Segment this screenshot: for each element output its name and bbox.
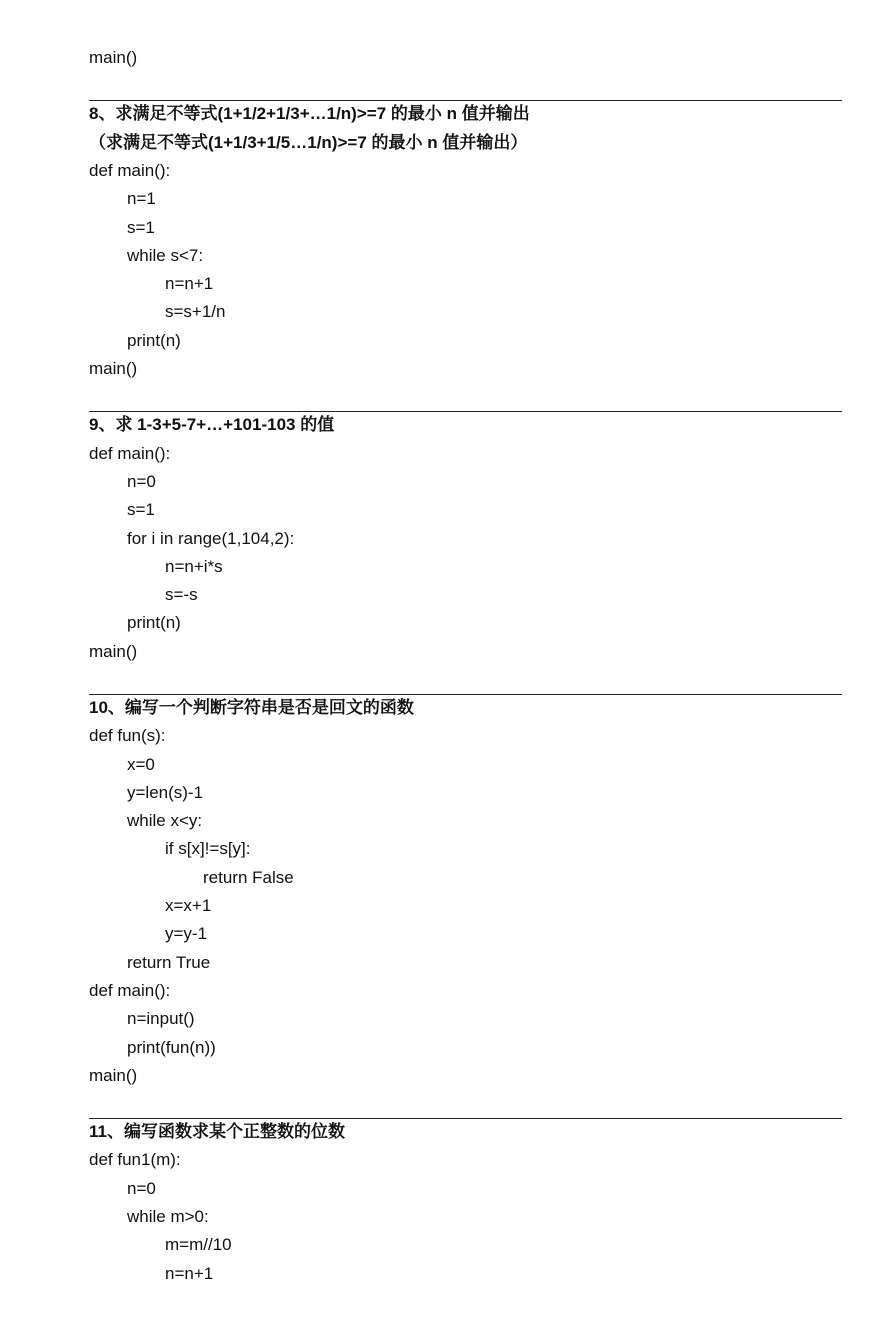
- code-line: x=x+1: [165, 896, 212, 915]
- code-line: print(fun(n)): [127, 1038, 216, 1057]
- code-line: for i in range(1,104,2):: [127, 529, 295, 548]
- code-line: def fun(s):: [89, 726, 166, 745]
- section-divider: [89, 100, 842, 101]
- code-line: n=0: [127, 472, 156, 491]
- code-line: s=1: [127, 218, 155, 237]
- code-line: n=0: [127, 1179, 156, 1198]
- code-line: print(n): [127, 331, 181, 350]
- code-line: n=n+1: [165, 274, 214, 293]
- problem-heading: 10、编写一个判断字符串是否是回文的函数: [89, 698, 414, 717]
- code-line: y=y-1: [165, 924, 208, 943]
- code-line: s=1: [127, 500, 155, 519]
- code-line: while x<y:: [127, 811, 203, 830]
- code-line: def fun1(m):: [89, 1150, 181, 1169]
- problem-heading: 9、求 1-3+5-7+…+101-103 的值: [89, 415, 335, 434]
- code-line: def main():: [89, 444, 171, 463]
- code-line: n=n+1: [165, 1264, 214, 1283]
- code-line: n=1: [127, 189, 156, 208]
- code-line: y=len(s)-1: [127, 783, 204, 802]
- code-line: x=0: [127, 755, 155, 774]
- section-divider: [89, 694, 842, 695]
- code-line: s=-s: [165, 585, 198, 604]
- code-line: main(): [89, 642, 138, 661]
- code-line: main(): [89, 1066, 138, 1085]
- problem-heading: 8、求满足不等式(1+1/2+1/3+…1/n)>=7 的最小 n 值并输出: [89, 104, 530, 123]
- code-line: if s[x]!=s[y]:: [165, 839, 251, 858]
- code-line: def main():: [89, 981, 171, 1000]
- code-line: while m>0:: [127, 1207, 209, 1226]
- code-line: main(): [89, 359, 138, 378]
- code-line: s=s+1/n: [165, 302, 226, 321]
- code-line: return True: [127, 953, 211, 972]
- code-line: n=n+i*s: [165, 557, 223, 576]
- code-line: print(n): [127, 613, 181, 632]
- code-line: while s<7:: [127, 246, 204, 265]
- code-line: n=input(): [127, 1009, 195, 1028]
- section-divider: [89, 411, 842, 412]
- code-line: main(): [89, 48, 138, 67]
- code-line: def main():: [89, 161, 171, 180]
- problem-heading: 11、编写函数求某个正整数的位数: [89, 1122, 345, 1141]
- code-line: return False: [203, 868, 294, 887]
- section-divider: [89, 1118, 842, 1119]
- code-line: m=m//10: [165, 1235, 232, 1254]
- problem-heading: （求满足不等式(1+1/3+1/5…1/n)>=7 的最小 n 值并输出）: [89, 133, 528, 152]
